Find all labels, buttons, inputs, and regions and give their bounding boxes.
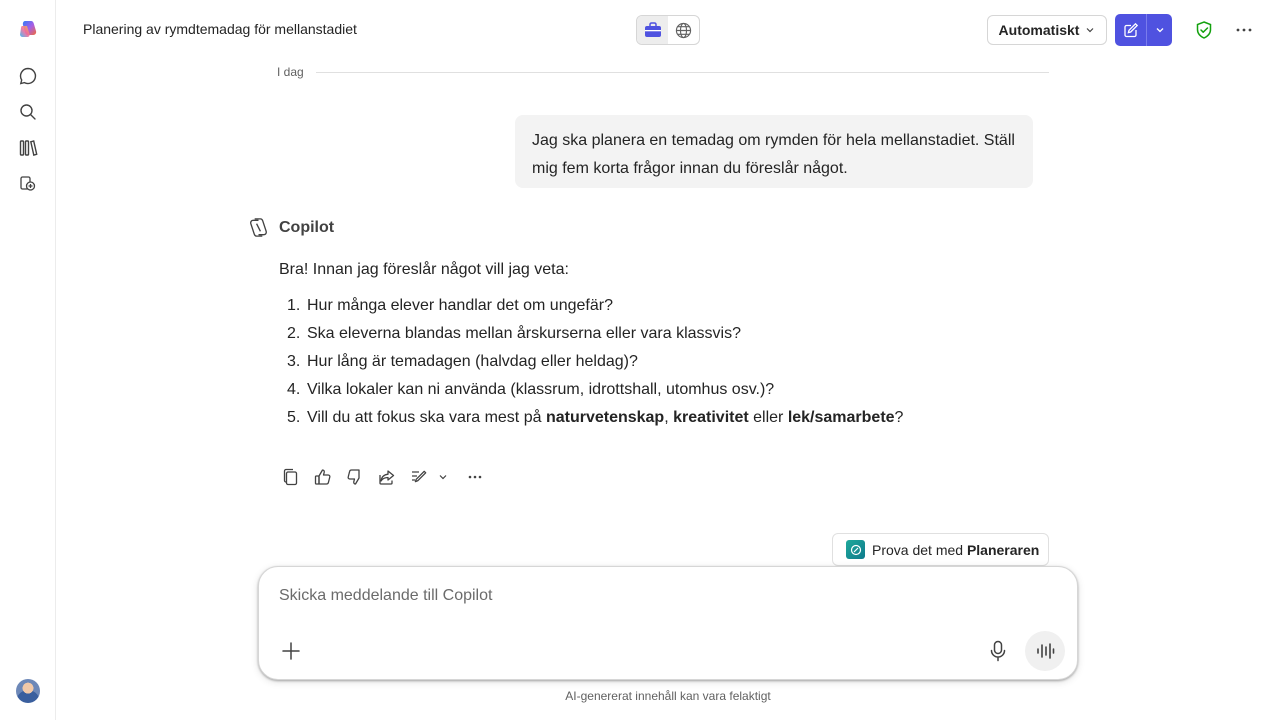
list-item: 5. Vill du att fokus ska vara mest på naturvetenskap, kreativitet eller lek/samarbete? [287, 409, 904, 426]
conversation-title[interactable]: Planering av rymdtemadag för mellanstadiet [83, 21, 357, 37]
plus-icon[interactable] [280, 640, 302, 662]
list-item: 1. Hur många elever handlar det om ungefär? [287, 297, 613, 314]
copilot-logo-icon[interactable] [16, 17, 40, 41]
divider-line [316, 72, 1049, 73]
new-chat-dropdown-icon[interactable] [1147, 14, 1172, 46]
copilot-mark-icon [247, 216, 270, 239]
chevron-down-icon [1085, 25, 1095, 35]
copy-icon[interactable] [281, 466, 301, 488]
microphone-icon[interactable] [987, 640, 1009, 662]
search-icon[interactable] [16, 100, 40, 124]
composer-input[interactable]: Skicka meddelande till Copilot [279, 587, 493, 604]
voice-waveform-icon[interactable] [1025, 631, 1065, 671]
web-globe-icon[interactable] [668, 16, 699, 44]
list-item: 4. Vilka lokaler kan ni använda (klassrum, idrottshall, utomhus osv.)? [287, 381, 775, 398]
planner-chip-text: Prova det med Planeraren [872, 541, 1040, 558]
thumbs-down-icon[interactable] [345, 466, 365, 488]
ai-disclaimer: AI-genererat innehåll kan vara felaktigt [565, 689, 771, 703]
shield-check-icon[interactable] [1194, 20, 1214, 40]
chat-icon[interactable] [16, 64, 40, 88]
thumbs-up-icon[interactable] [313, 466, 333, 488]
assistant-name: Copilot [279, 218, 335, 236]
more-icon[interactable] [1234, 20, 1254, 40]
new-chat-button[interactable] [1115, 14, 1172, 46]
list-item: 3. Hur lång är temadagen (halvdag eller heldag)? [287, 353, 638, 370]
left-rail [0, 0, 56, 720]
assistant-header [247, 216, 334, 239]
library-icon[interactable] [16, 136, 40, 160]
question-list [279, 294, 1039, 430]
share-icon[interactable] [377, 466, 397, 488]
date-divider [277, 64, 1049, 80]
compose-icon[interactable] [1115, 14, 1147, 46]
try-planner-button[interactable] [832, 533, 1049, 566]
work-briefcase-icon[interactable] [637, 16, 668, 44]
date-divider-label: I dag [277, 65, 304, 79]
assistant-message [279, 258, 1039, 434]
message-composer[interactable] [258, 566, 1078, 680]
assistant-intro: Bra! Innan jag föreslår något vill jag veta: [279, 261, 569, 278]
chevron-down-icon[interactable] [433, 466, 453, 488]
user-message-bubble: Jag ska planera en temadag om rymden för hela mellanstadiet. Ställ mig fem korta frågor innan du föreslår något. [515, 115, 1033, 188]
more-icon[interactable] [465, 466, 485, 488]
agents-icon[interactable] [16, 172, 40, 196]
model-selector-button[interactable] [987, 15, 1107, 45]
list-item: 2. Ska eleverna blandas mellan årskurserna eller vara klassvis? [287, 325, 741, 342]
model-selector-label: Automatiskt [998, 22, 1080, 38]
edit-pen-icon[interactable] [409, 466, 429, 488]
planner-logo-icon [846, 540, 865, 559]
mode-toggle[interactable] [636, 15, 700, 45]
